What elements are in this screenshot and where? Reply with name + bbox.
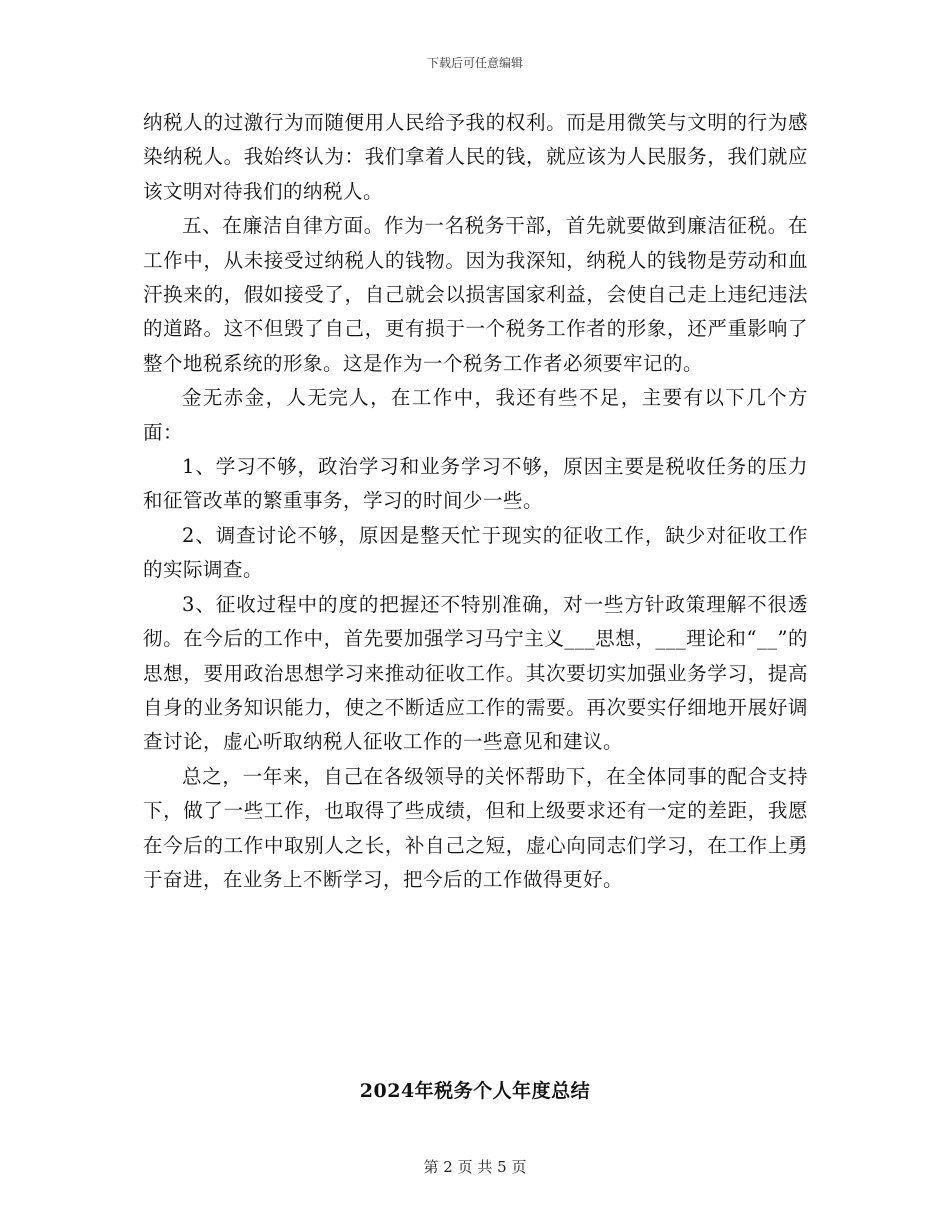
paragraph-shortcoming-2: 2、调查讨论不够，原因是整天忙于现实的征收工作，缺少对征收工作的实际调查。 — [143, 523, 808, 582]
paragraph-conclusion: 总之，一年来，自己在各级领导的关怀帮助下，在全体同事的配合支持下，做了一些工作，也取得了些成绩，但和上级要求还有一定的差距，我愿在今后的工作中取别人之长，补自己之短，虚心向同志们学习，在工作上勇于奋进，在业务上不断学习，把今后的工作做得更好。 — [143, 764, 808, 891]
page-header: 下载后可任意编辑 — [426, 56, 523, 70]
paragraph-shortcoming-1: 1、学习不够，政治学习和业务学习不够，原因主要是税收任务的压力和征管改革的繁重事务，学习的时间少一些。 — [143, 455, 808, 513]
page-footer: 第 2 页 共 5 页 — [423, 1158, 527, 1176]
document-body — [143, 106, 808, 897]
paragraph-continued: 纳税人的过激行为而随便用人民给予我的权利。而是用微笑与文明的行为感染纳税人。我始终认为：我们拿着人民的钱，就应该为人民服务，我们就应该文明对待我们的纳税人。 — [143, 111, 808, 203]
paragraph-shortcoming-3: 3、征收过程中的度的把握还不特别准确，对一些方针政策理解不很透彻。在今后的工作中，首先要加强学习马宁主义___思想，___理论和“__”的思想，要用政治思想学习来推动征收工作。其次要切实加强业务学习，提高自身的业务知识能力，使之不断适应工作的需要。再次要实仔细地开展好调查讨论，虚心听取纳税人征收工作的一些意见和建议。 — [143, 592, 808, 754]
paragraph-integrity: 五、在廉洁自律方面。作为一名税务干部，首先就要做到廉洁征税。在工作中，从未接受过纳税人的钱物。因为我深知，纳税人的钱物是劳动和血汗换来的，假如接受了，自己就会以损害国家利益，会使自己走上违纪违法的道路。这不但毁了自己，更有损于一个税务工作者的形象，还严重影响了整个地税系统的形象。这是作为一个税务工作者必须要牢记的。 — [143, 214, 808, 375]
document-title: 2024年税务个人年度总结 — [359, 1080, 591, 1102]
paragraph-shortcomings-intro: 金无赤金，人无完人，在工作中，我还有些不足，主要有以下几个方面： — [143, 386, 808, 444]
